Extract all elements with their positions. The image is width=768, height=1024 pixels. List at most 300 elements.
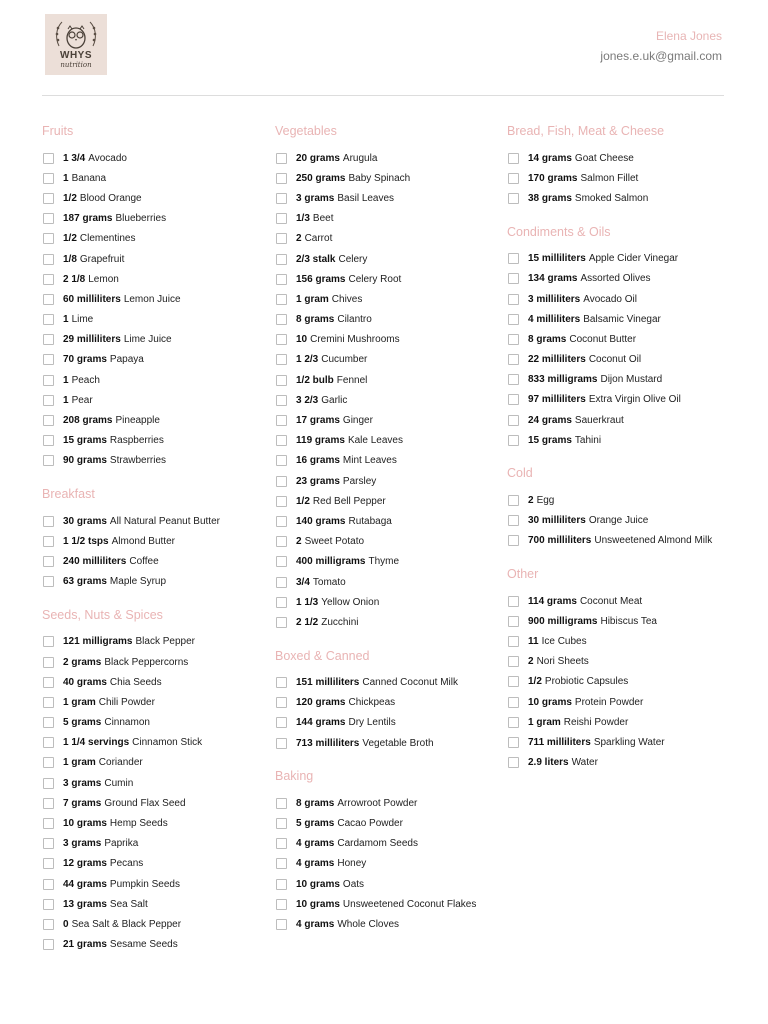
item-checkbox[interactable] xyxy=(276,597,287,608)
item-quantity: 10 grams xyxy=(296,898,340,910)
list-item xyxy=(42,652,277,672)
item-quantity: 400 milligrams xyxy=(296,556,366,568)
list-item xyxy=(42,692,277,712)
item-checkbox[interactable] xyxy=(508,656,519,667)
item-checkbox[interactable] xyxy=(508,697,519,708)
item-label: Smoked Salmon xyxy=(574,192,649,204)
item-quantity: 4 grams xyxy=(296,918,335,930)
item-quantity: 17 grams xyxy=(296,415,340,427)
item-checkbox[interactable] xyxy=(43,375,54,386)
list-item xyxy=(42,289,277,309)
item-quantity: 2 1/8 xyxy=(63,273,86,285)
item-label: Mint Leaves xyxy=(342,455,397,467)
item-checkbox[interactable] xyxy=(43,314,54,325)
item-quantity: 120 grams xyxy=(296,697,346,709)
item-quantity: 1/2 xyxy=(63,192,77,204)
list-item xyxy=(275,733,510,753)
section-title: Baking xyxy=(275,769,314,784)
list-item xyxy=(275,451,510,471)
item-label: Pecans xyxy=(109,858,144,870)
list-item xyxy=(275,592,510,612)
item-label: Nori Sheets xyxy=(536,656,589,668)
item-quantity: 1 xyxy=(63,172,69,184)
item-checkbox[interactable] xyxy=(276,415,287,426)
list-item xyxy=(42,935,277,955)
item-checkbox[interactable] xyxy=(508,354,519,365)
item-quantity: 1/2 xyxy=(63,233,77,245)
list-item xyxy=(507,712,742,732)
item-label: Sea Salt & Black Pepper xyxy=(71,918,182,930)
item-label: Chili Powder xyxy=(98,696,155,708)
user-name: Elena Jones xyxy=(655,29,722,43)
item-checkbox[interactable] xyxy=(43,737,54,748)
list-item xyxy=(507,309,742,329)
item-label: Avocado Oil xyxy=(583,293,637,305)
item-checkbox[interactable] xyxy=(276,314,287,325)
item-quantity: 30 milliliters xyxy=(528,515,586,527)
item-label: Cinnamon Stick xyxy=(132,737,203,749)
item-label: Goat Cheese xyxy=(574,152,634,164)
item-label: Sweet Potato xyxy=(304,536,365,548)
item-quantity: 2 xyxy=(528,495,534,507)
item-quantity: 8 grams xyxy=(296,797,335,809)
item-checkbox[interactable] xyxy=(43,274,54,285)
item-label: Unsweetened Almond Milk xyxy=(594,535,713,547)
item-quantity: 1/3 xyxy=(296,213,310,225)
item-quantity: 3 grams xyxy=(63,838,102,850)
item-label: Ground Flax Seed xyxy=(104,797,186,809)
item-checkbox[interactable] xyxy=(508,273,519,284)
item-checkbox[interactable] xyxy=(43,657,54,668)
item-quantity: 240 milliliters xyxy=(63,555,127,567)
list-item xyxy=(275,188,510,208)
item-checkbox[interactable] xyxy=(508,757,519,768)
item-checkbox[interactable] xyxy=(43,919,54,930)
item-checkbox[interactable] xyxy=(508,415,519,426)
item-checkbox[interactable] xyxy=(508,495,519,506)
item-quantity: 2 xyxy=(296,536,302,548)
item-quantity: 8 grams xyxy=(528,333,567,345)
item-label: Raspberries xyxy=(109,435,164,447)
item-checkbox[interactable] xyxy=(276,798,287,809)
section-vegetables xyxy=(275,121,510,633)
item-quantity: 1/8 xyxy=(63,253,77,265)
item-quantity: 44 grams xyxy=(63,878,107,890)
list-item xyxy=(42,572,277,592)
item-quantity: 713 milliliters xyxy=(296,737,360,749)
item-checkbox[interactable] xyxy=(43,697,54,708)
item-quantity: 1 1/3 xyxy=(296,596,319,608)
item-checkbox[interactable] xyxy=(276,395,287,406)
list-item xyxy=(275,168,510,188)
item-checkbox[interactable] xyxy=(276,697,287,708)
item-quantity: 10 grams xyxy=(528,696,572,708)
item-checkbox[interactable] xyxy=(276,334,287,345)
list-item xyxy=(275,249,510,269)
list-item xyxy=(42,672,277,692)
item-label: Avocado xyxy=(88,152,127,164)
list-item xyxy=(507,753,742,773)
list-item xyxy=(275,491,510,511)
item-label: Sesame Seeds xyxy=(109,939,178,951)
item-label: Grapefruit xyxy=(79,253,125,265)
list-item xyxy=(275,229,510,249)
item-checkbox[interactable] xyxy=(43,415,54,426)
item-checkbox[interactable] xyxy=(43,254,54,265)
item-quantity: 22 milliliters xyxy=(528,354,586,366)
list-item xyxy=(42,229,277,249)
item-quantity: 2 1/2 xyxy=(296,616,319,628)
list-item xyxy=(275,612,510,632)
list-item xyxy=(42,793,277,813)
list-item xyxy=(275,572,510,592)
item-checkbox[interactable] xyxy=(43,636,54,647)
list-item xyxy=(275,410,510,430)
item-checkbox[interactable] xyxy=(276,556,287,567)
item-label: Orange Juice xyxy=(588,515,649,527)
item-label: Cinnamon xyxy=(104,717,150,729)
logo-script-text: nutrition xyxy=(60,61,92,69)
item-label: Basil Leaves xyxy=(337,192,395,204)
item-label: All Natural Peanut Butter xyxy=(109,515,220,527)
item-label: Whole Cloves xyxy=(337,918,400,930)
item-quantity: 0 xyxy=(63,918,69,930)
item-label: Thyme xyxy=(368,556,400,568)
item-quantity: 144 grams xyxy=(296,717,346,729)
item-checkbox[interactable] xyxy=(43,193,54,204)
item-checkbox[interactable] xyxy=(508,253,519,264)
list-item xyxy=(507,490,742,510)
item-checkbox[interactable] xyxy=(43,939,54,950)
list-item xyxy=(275,289,510,309)
item-checkbox[interactable] xyxy=(43,576,54,587)
list-item xyxy=(507,672,742,692)
item-quantity: 2.9 liters xyxy=(528,757,569,769)
item-checkbox[interactable] xyxy=(276,899,287,910)
item-quantity: 10 grams xyxy=(296,878,340,890)
item-label: Beet xyxy=(312,213,334,225)
item-quantity: 38 grams xyxy=(528,192,572,204)
item-label: Honey xyxy=(337,858,367,870)
item-checkbox[interactable] xyxy=(276,476,287,487)
item-label: Cardamom Seeds xyxy=(337,838,418,850)
item-quantity: 2 xyxy=(528,656,534,668)
item-quantity: 5 grams xyxy=(63,717,102,729)
item-quantity: 90 grams xyxy=(63,455,107,467)
item-checkbox[interactable] xyxy=(276,617,287,628)
item-quantity: 711 milliliters xyxy=(528,736,591,748)
item-checkbox[interactable] xyxy=(508,173,519,184)
item-checkbox[interactable] xyxy=(276,173,287,184)
item-label: Peach xyxy=(71,374,100,386)
section-title: Vegetables xyxy=(275,124,337,138)
item-quantity: 114 grams xyxy=(528,595,577,607)
item-quantity: 12 grams xyxy=(63,858,107,870)
item-checkbox[interactable] xyxy=(508,596,519,607)
list-item xyxy=(42,431,277,451)
item-checkbox[interactable] xyxy=(508,435,519,446)
item-label: Coconut Meat xyxy=(579,595,643,607)
item-checkbox[interactable] xyxy=(43,879,54,890)
item-label: Vegetable Broth xyxy=(362,737,434,749)
list-item xyxy=(507,652,742,672)
item-label: Probiotic Capsules xyxy=(544,676,629,688)
item-label: Coconut Oil xyxy=(588,354,642,366)
section-boxed-canned xyxy=(275,646,510,754)
item-quantity: 119 grams xyxy=(296,435,345,447)
section-title: Condiments & Oils xyxy=(507,224,611,239)
item-checkbox[interactable] xyxy=(508,737,519,748)
item-checkbox[interactable] xyxy=(508,535,519,546)
item-checkbox[interactable] xyxy=(43,717,54,728)
column-3 xyxy=(507,121,742,773)
section-fruits xyxy=(42,121,277,471)
item-label: Oats xyxy=(342,878,365,890)
item-label: Salmon Fillet xyxy=(580,172,639,184)
list-item xyxy=(275,310,510,330)
item-quantity: 97 milliliters xyxy=(528,394,586,406)
item-label: Tomato xyxy=(312,576,346,588)
item-checkbox[interactable] xyxy=(43,536,54,547)
list-item xyxy=(275,532,510,552)
list-item xyxy=(42,813,277,833)
item-quantity: 15 milliliters xyxy=(528,253,586,265)
item-quantity: 1 1/2 tsps xyxy=(63,535,109,547)
item-checkbox[interactable] xyxy=(276,193,287,204)
item-checkbox[interactable] xyxy=(43,778,54,789)
item-quantity: 1 gram xyxy=(528,716,561,728)
item-label: Rutabaga xyxy=(348,515,392,527)
item-label: Celery Root xyxy=(348,273,402,285)
list-item xyxy=(42,713,277,733)
item-quantity: 4 grams xyxy=(296,858,335,870)
item-quantity: 1 xyxy=(63,394,69,406)
item-label: Pumpkin Seeds xyxy=(109,878,180,890)
list-item xyxy=(275,148,510,168)
item-checkbox[interactable] xyxy=(276,375,287,386)
list-item xyxy=(42,330,277,350)
item-checkbox[interactable] xyxy=(43,173,54,184)
item-label: Banana xyxy=(71,172,107,184)
item-quantity: 700 milliliters xyxy=(528,535,592,547)
list-item xyxy=(507,732,742,752)
owl-icon xyxy=(45,14,107,54)
list-item xyxy=(507,148,742,168)
item-checkbox[interactable] xyxy=(276,536,287,547)
list-item xyxy=(507,289,742,309)
column-1 xyxy=(42,121,277,955)
item-checkbox[interactable] xyxy=(276,858,287,869)
item-label: Parsley xyxy=(342,475,377,487)
item-quantity: 14 grams xyxy=(528,152,572,164)
item-quantity: 3 grams xyxy=(63,777,102,789)
item-checkbox[interactable] xyxy=(43,395,54,406)
item-quantity: 16 grams xyxy=(296,455,340,467)
item-checkbox[interactable] xyxy=(43,858,54,869)
list-item xyxy=(42,209,277,229)
item-quantity: 7 grams xyxy=(63,797,102,809)
item-label: Dry Lentils xyxy=(348,717,396,729)
item-label: Cremini Mushrooms xyxy=(310,334,400,346)
item-quantity: 3/4 xyxy=(296,576,310,588)
item-label: Chickpeas xyxy=(348,697,396,709)
item-quantity: 15 grams xyxy=(63,435,107,447)
item-quantity: 250 grams xyxy=(296,172,346,184)
user-email[interactable]: jones.e.uk@gmail.com xyxy=(600,49,722,63)
item-label: Chives xyxy=(331,293,363,305)
item-checkbox[interactable] xyxy=(276,274,287,285)
list-item xyxy=(275,431,510,451)
item-label: Papaya xyxy=(109,354,144,366)
column-2 xyxy=(275,121,510,935)
item-label: Clementines xyxy=(79,233,136,245)
list-item xyxy=(42,531,277,551)
item-checkbox[interactable] xyxy=(276,879,287,890)
list-item xyxy=(42,249,277,269)
item-checkbox[interactable] xyxy=(43,153,54,164)
section-title: Fruits xyxy=(42,124,74,138)
item-checkbox[interactable] xyxy=(508,616,519,627)
item-quantity: 21 grams xyxy=(63,939,107,951)
list-item xyxy=(42,551,277,571)
item-checkbox[interactable] xyxy=(276,818,287,829)
list-item xyxy=(275,834,510,854)
item-label: Blood Orange xyxy=(79,192,142,204)
item-quantity: 1 gram xyxy=(63,696,96,708)
item-label: Cacao Powder xyxy=(337,818,403,830)
item-quantity: 900 milligrams xyxy=(528,615,598,627)
item-quantity: 20 grams xyxy=(296,152,340,164)
item-quantity: 833 milligrams xyxy=(528,374,598,386)
item-checkbox[interactable] xyxy=(43,757,54,768)
item-checkbox[interactable] xyxy=(276,738,287,749)
list-item xyxy=(507,370,742,390)
item-label: Lemon xyxy=(88,273,119,285)
item-quantity: 4 milliliters xyxy=(528,313,581,325)
item-checkbox[interactable] xyxy=(43,354,54,365)
list-item xyxy=(42,733,277,753)
item-label: Garlic xyxy=(321,394,348,406)
item-checkbox[interactable] xyxy=(508,374,519,385)
item-checkbox[interactable] xyxy=(276,233,287,244)
list-item xyxy=(507,168,742,188)
list-item xyxy=(275,370,510,390)
item-checkbox[interactable] xyxy=(508,193,519,204)
item-checkbox[interactable] xyxy=(276,717,287,728)
item-checkbox[interactable] xyxy=(276,294,287,305)
list-item xyxy=(42,269,277,289)
item-label: Lime Juice xyxy=(123,334,172,346)
item-label: Unsweetened Coconut Flakes xyxy=(342,898,477,910)
item-quantity: 3 milliliters xyxy=(528,293,581,305)
item-checkbox[interactable] xyxy=(43,334,54,345)
item-checkbox[interactable] xyxy=(508,636,519,647)
item-label: Maple Syrup xyxy=(109,576,167,588)
item-checkbox[interactable] xyxy=(276,354,287,365)
list-item xyxy=(275,350,510,370)
item-checkbox[interactable] xyxy=(276,435,287,446)
item-quantity: 15 grams xyxy=(528,434,572,446)
item-checkbox[interactable] xyxy=(43,455,54,466)
item-checkbox[interactable] xyxy=(508,515,519,526)
list-item xyxy=(275,552,510,572)
item-checkbox[interactable] xyxy=(43,677,54,688)
item-checkbox[interactable] xyxy=(276,213,287,224)
item-label: Hemp Seeds xyxy=(109,818,168,830)
item-checkbox[interactable] xyxy=(276,254,287,265)
item-quantity: 63 grams xyxy=(63,576,107,588)
item-quantity: 8 grams xyxy=(296,314,335,326)
item-label: Coconut Butter xyxy=(569,333,637,345)
item-label: Ginger xyxy=(342,415,373,427)
list-item xyxy=(275,693,510,713)
item-checkbox[interactable] xyxy=(43,294,54,305)
item-checkbox[interactable] xyxy=(508,334,519,345)
item-quantity: 1 3/4 xyxy=(63,152,86,164)
item-checkbox[interactable] xyxy=(508,314,519,325)
item-checkbox[interactable] xyxy=(276,677,287,688)
item-quantity: 2/3 stalk xyxy=(296,253,336,265)
item-label: Hibiscus Tea xyxy=(600,615,657,627)
item-checkbox[interactable] xyxy=(43,798,54,809)
item-label: Extra Virgin Olive Oil xyxy=(588,394,681,406)
list-item xyxy=(275,874,510,894)
item-label: Ice Cubes xyxy=(541,635,587,647)
item-quantity: 1 2/3 xyxy=(296,354,319,366)
item-label: Yellow Onion xyxy=(321,596,380,608)
item-checkbox[interactable] xyxy=(43,233,54,244)
item-checkbox[interactable] xyxy=(276,516,287,527)
item-quantity: 30 grams xyxy=(63,515,107,527)
item-checkbox[interactable] xyxy=(276,919,287,930)
item-label: Cumin xyxy=(104,777,134,789)
item-label: Chia Seeds xyxy=(109,676,162,688)
item-checkbox[interactable] xyxy=(276,153,287,164)
item-label: Pear xyxy=(71,394,93,406)
item-quantity: 40 grams xyxy=(63,676,107,688)
item-checkbox[interactable] xyxy=(276,496,287,507)
list-item xyxy=(507,591,742,611)
item-checkbox[interactable] xyxy=(43,556,54,567)
item-checkbox[interactable] xyxy=(43,838,54,849)
list-item xyxy=(42,451,277,471)
item-label: Coriander xyxy=(98,757,143,769)
item-checkbox[interactable] xyxy=(508,717,519,728)
item-checkbox[interactable] xyxy=(508,294,519,305)
item-checkbox[interactable] xyxy=(276,838,287,849)
item-checkbox[interactable] xyxy=(508,394,519,405)
item-checkbox[interactable] xyxy=(276,577,287,588)
item-checkbox[interactable] xyxy=(43,818,54,829)
item-quantity: 1/2 xyxy=(528,676,542,688)
item-checkbox[interactable] xyxy=(43,435,54,446)
section-title: Boxed & Canned xyxy=(275,648,370,663)
item-label: Balsamic Vinegar xyxy=(583,313,661,325)
item-checkbox[interactable] xyxy=(43,899,54,910)
section-bread-fish-meat-cheese xyxy=(507,121,742,209)
item-checkbox[interactable] xyxy=(43,516,54,527)
section-cold xyxy=(507,463,742,551)
item-checkbox[interactable] xyxy=(508,676,519,687)
item-checkbox[interactable] xyxy=(508,153,519,164)
list-item xyxy=(42,310,277,330)
item-checkbox[interactable] xyxy=(276,455,287,466)
item-quantity: 10 grams xyxy=(63,818,107,830)
item-label: Kale Leaves xyxy=(347,435,403,447)
item-checkbox[interactable] xyxy=(43,213,54,224)
list-item xyxy=(507,430,742,450)
list-item xyxy=(507,390,742,410)
